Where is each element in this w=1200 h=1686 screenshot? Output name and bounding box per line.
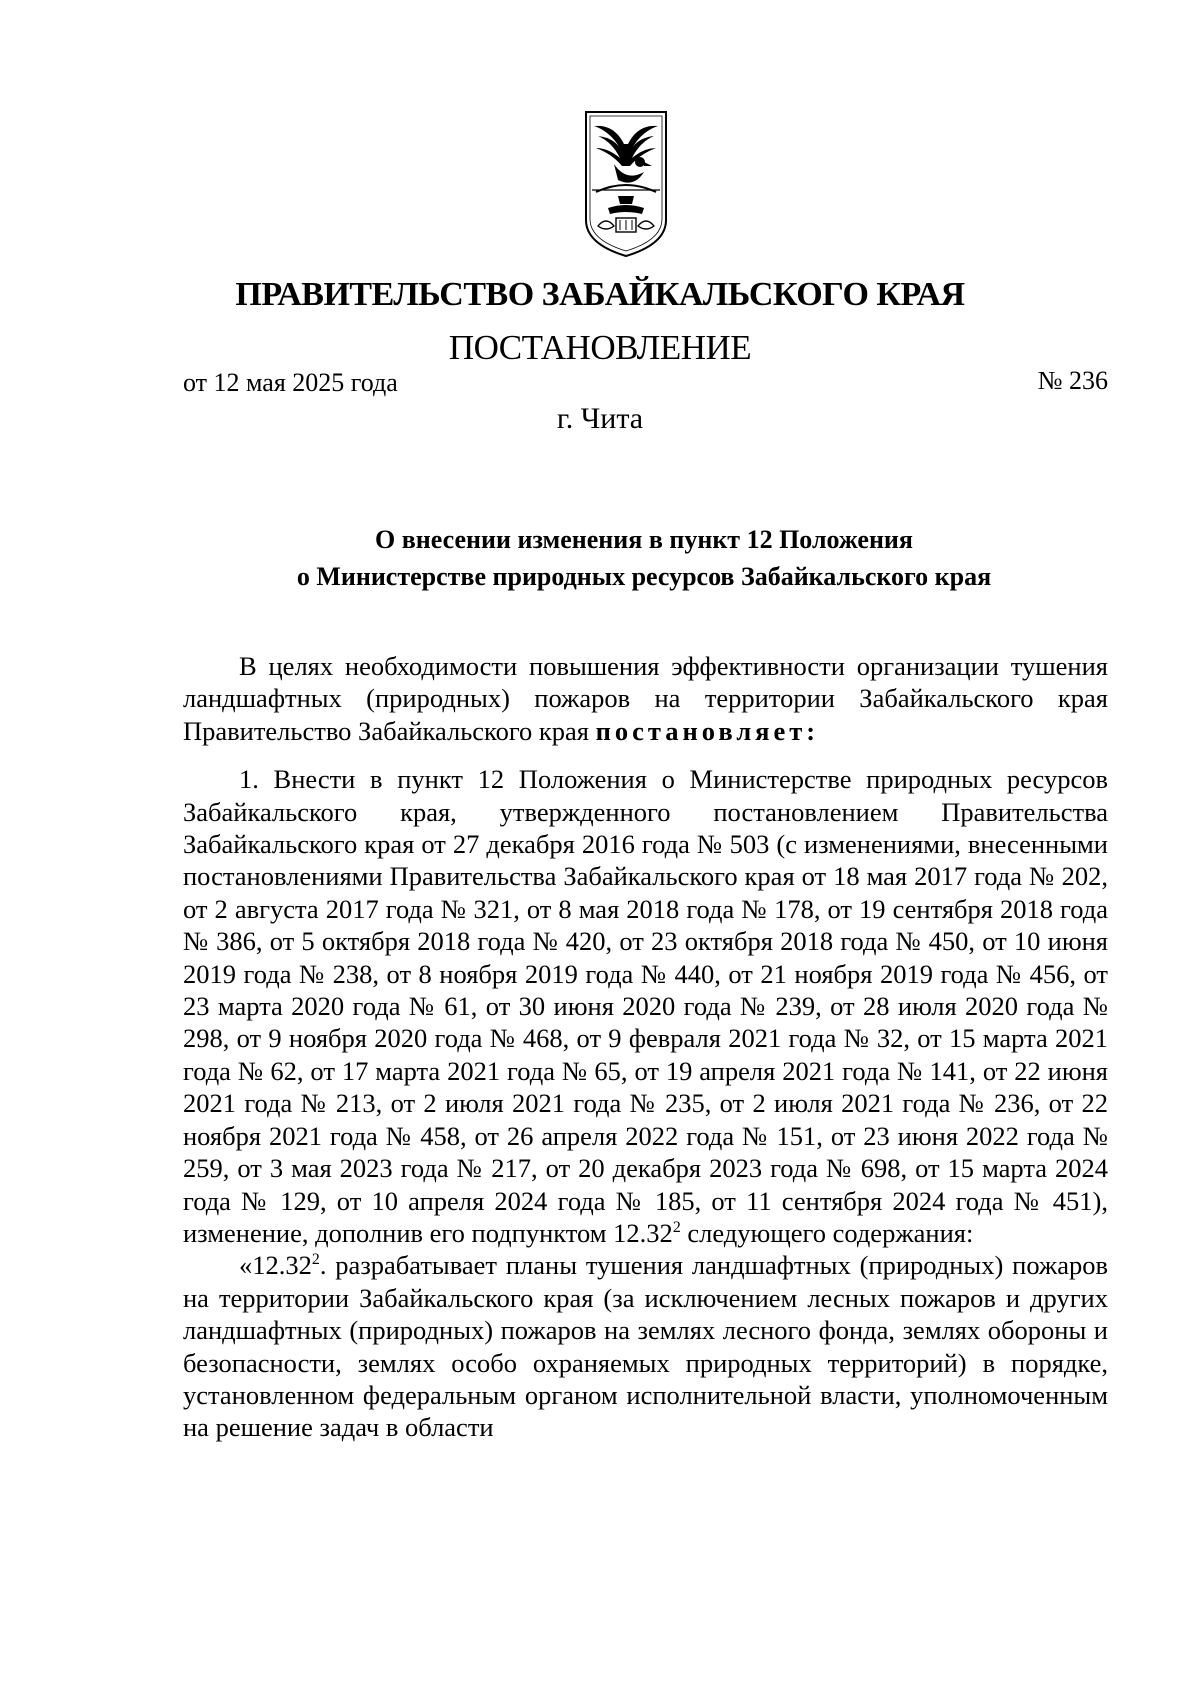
subclause-text: . разрабатывает планы тушения ландшафтных (природных) пожаров на территории Забайкальского края (за исключением лесных пожаров и других ландшафтных (природных) пожаров на землях лесного фонда, землях обороны и безопасности, землях особо охраняемых природных территорий) в порядке, установленном федеральным органом исполнительной власти, уполномоченным на решение задач в области (183, 1250, 1108, 1443)
subclause-prefix: «12.32 (239, 1250, 312, 1281)
subclause-paragraph (183, 1249, 1108, 1443)
clause-1-text: 1. Внести в пункт 12 Положения о Министерстве природных ресурсов Забайкальского края, утвержденного постановлением Правительства Забайкальского края от 27 декабря 2016 года № 503 (с изменениями, внесенными постановлениями Правительства Забайкальского края от 18 мая 2017 года № 202, от 2 августа 2017 года № 321, от 8 мая 2018 года № 178, от 19 сентября 2018 года № 386, от 5 октября 2018 года № 420, от 23 октября 2018 года № 450, от 10 июня 2019 года № 238, от 8 ноября 2019 года № 440, от 21 ноября 2019 года № 456, от 23 марта 2020 года № 61, от 30 июня 2020 года № 239, от 28 июля 2020 года № 298, от 9 ноября 2020 года № 468, от 9 февраля 2021 года № 32, от 15 марта 2021 года № 62, от 17 марта 2021 года № 65, от 19 апреля 2021 года № 141, от 22 июня 2021 года № 213, от 2 июля 2021 года № 235, от 2 июля 2021 года № 236, от 22 ноября 2021 года № 458, от 26 апреля 2022 года № 151, от 23 июня 2022 года № 259, от 3 мая 2023 года № 217, от 20 декабря 2023 года № 698, от 15 марта 2024 года № 129, от 10 апреля 2024 года № 185, от 11 сентября 2024 года № 451), изменение, дополнив его подпунктом 12.32 (183, 764, 1108, 1248)
preamble-text: В целях необходимости повышения эффективности организации тушения ландшафтных (природных) пожаров на территории Забайкальского края Правительство Забайкальского края (183, 651, 1108, 746)
preamble-paragraph (183, 650, 1108, 747)
document-body (183, 650, 1108, 1444)
clause-1-paragraph (183, 763, 1108, 1249)
preamble-keyword: постановляет: (595, 715, 820, 746)
government-title: ПРАВИТЕЛЬСТВО ЗАБАЙКАЛЬСКОГО КРАЯ (235, 276, 965, 313)
clause-1-tail: следующего содержания: (680, 1217, 974, 1248)
document-subject (180, 521, 1108, 595)
coat-of-arms-emblem (582, 108, 670, 258)
subclause-superscript: 2 (311, 1251, 320, 1269)
clause-1-superscript: 2 (672, 1219, 681, 1237)
document-number: № 236 (1037, 366, 1108, 395)
document-city: г. Чита (556, 402, 644, 435)
document-type: ПОСТАНОВЛЕНИЕ (448, 328, 752, 367)
document-date: от 12 мая 2025 года (183, 368, 398, 397)
subject-line-1: О внесении изменения в пункт 12 Положения (375, 525, 913, 554)
subject-line-2: о Министерстве природных ресурсов Забайкальского края (296, 562, 992, 591)
